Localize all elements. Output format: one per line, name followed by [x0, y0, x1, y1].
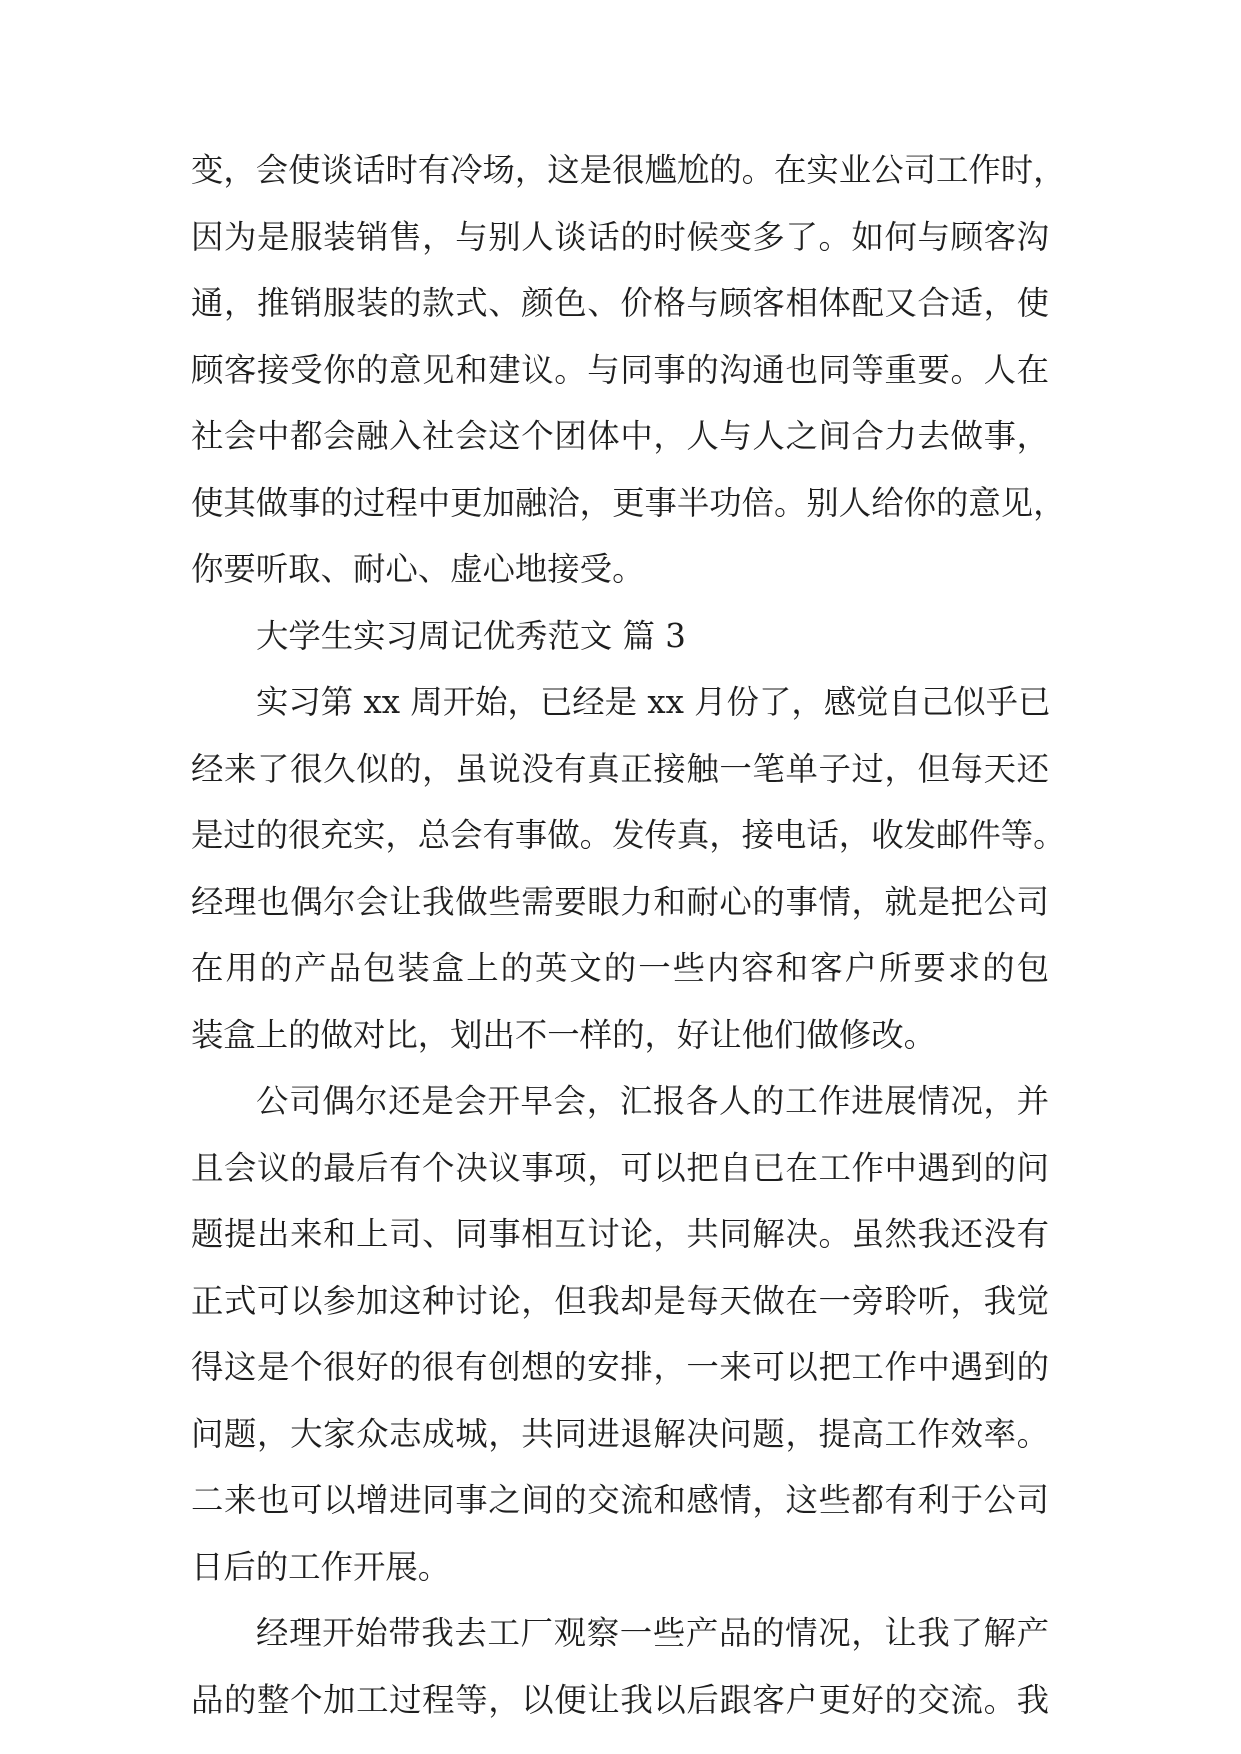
text-line: 二来也可以增进同事之间的交流和感情，这些都有利于公司: [191, 1481, 1049, 1519]
text-line: 问题，大家众志成城，共同进退解决问题，提高工作效率。: [191, 1415, 1049, 1453]
text-line: 变，会使谈话时有冷场，这是很尴尬的。在实业公司工作时，: [191, 151, 1066, 189]
text-line: 装盒上的做对比，划出不一样的，好让他们做修改。: [191, 1016, 936, 1054]
section-heading: 大学生实习周记优秀范文 篇 3: [256, 617, 686, 655]
text-line: 实习第 xx 周开始，已经是 xx 月份了，感觉自己似乎已: [256, 683, 1051, 721]
text-line: 得这是个很好的很有创想的安排，一来可以把工作中遇到的: [191, 1348, 1049, 1386]
text-line: 品的整个加工过程等，以便让我以后跟客户更好的交流。我: [191, 1681, 1049, 1719]
text-line: 经理也偶尔会让我做些需要眼力和耐心的事情，就是把公司: [191, 883, 1049, 921]
text-line: 且会议的最后有个决议事项，可以把自已在工作中遇到的问: [191, 1149, 1049, 1187]
text-line: 是过的很充实，总会有事做。发传真，接电话，收发邮件等。: [191, 816, 1066, 854]
text-line: 通，推销服装的款式、颜色、价格与顾客相体配又合适，使: [191, 284, 1049, 322]
text-line: 在用的产品包装盒上的英文的一些内容和客户所要求的包: [191, 949, 1049, 987]
text-line: 经来了很久似的，虽说没有真正接触一笔单子过，但每天还: [191, 750, 1049, 788]
text-line: 使其做事的过程中更加融洽，更事半功倍。别人给你的意见，: [191, 484, 1066, 522]
text-line: 日后的工作开展。: [191, 1548, 451, 1586]
text-line: 正式可以参加这种讨论，但我却是每天做在一旁聆听，我觉: [191, 1282, 1049, 1320]
text-line: 顾客接受你的意见和建议。与同事的沟通也同等重要。人在: [191, 351, 1049, 389]
text-line: 社会中都会融入社会这个团体中，人与人之间合力去做事，: [191, 417, 1049, 455]
text-line: 题提出来和上司、同事相互讨论，共同解决。虽然我还没有: [191, 1215, 1049, 1253]
text-line: 你要听取、耐心、虚心地接受。: [191, 550, 645, 588]
text-line: 公司偶尔还是会开早会，汇报各人的工作进展情况，并: [256, 1082, 1049, 1120]
text-line: 因为是服装销售，与别人谈话的时候变多了。如何与顾客沟: [191, 218, 1049, 256]
text-line: 经理开始带我去工厂观察一些产品的情况，让我了解产: [256, 1614, 1049, 1652]
